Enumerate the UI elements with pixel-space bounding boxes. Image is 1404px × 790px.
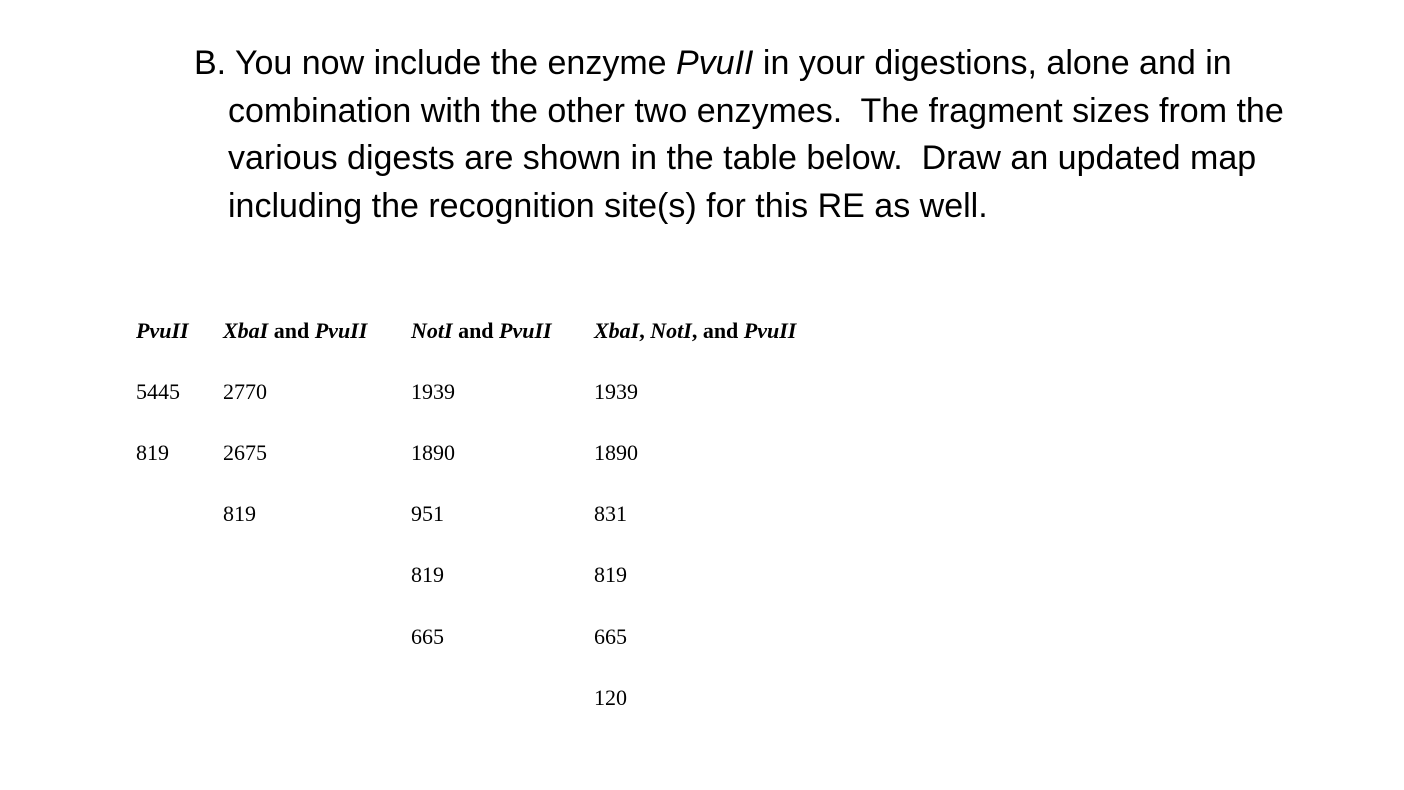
enzyme-name: XbaI <box>594 317 640 343</box>
table-row <box>126 667 844 728</box>
fragment-size-cell: 1890 <box>594 439 638 465</box>
fragment-size-table <box>126 300 844 728</box>
fragment-size-cell <box>126 606 213 667</box>
fragment-size-cell <box>126 484 213 545</box>
fragment-size-cell: 819 <box>223 501 256 527</box>
table-row <box>126 361 844 422</box>
enzyme-name: XbaI <box>223 317 269 343</box>
table-body <box>126 361 844 728</box>
fragment-size-cell: 819 <box>411 562 444 588</box>
fragment-size-cell: 1939 <box>594 378 638 404</box>
fragment-size-cell: 1890 <box>411 439 455 465</box>
question-enzyme-name: PvuII <box>676 44 754 82</box>
column-header <box>401 300 584 361</box>
fragment-size-cell <box>213 667 401 728</box>
enzyme-name: PvuII <box>314 317 368 343</box>
enzyme-name: NotI <box>650 317 692 343</box>
fragment-size-cell: 831 <box>594 501 627 527</box>
header-connector: , and <box>691 317 744 343</box>
fragment-size-cell: 819 <box>136 439 169 465</box>
enzyme-name: NotI <box>411 317 453 343</box>
fragment-size-cell: 5445 <box>136 378 180 404</box>
table-row <box>126 545 844 606</box>
question-text <box>194 40 1398 230</box>
fragment-size-cell <box>213 606 401 667</box>
question-body: in your digestions, alone and in combination with the other two enzymes. The fragment sizes from the various digests are shown in the table below. Draw an updated map including the recognition site(s) for this RE as well. <box>228 44 1284 225</box>
fragment-size-cell: 951 <box>411 501 444 527</box>
fragment-size-cell: 1939 <box>411 378 455 404</box>
fragment-size-cell: 665 <box>594 623 627 649</box>
column-header <box>213 300 401 361</box>
fragment-size-cell <box>126 545 213 606</box>
fragment-size-cell: 120 <box>594 684 627 710</box>
enzyme-name: PvuII <box>499 317 552 343</box>
table-row <box>126 422 844 483</box>
header-connector: , <box>639 317 651 343</box>
header-connector: and <box>452 317 500 343</box>
header-connector: and <box>268 317 315 343</box>
enzyme-name: PvuII <box>743 317 797 343</box>
fragment-size-cell <box>401 667 584 728</box>
fragment-size-cell: 819 <box>594 562 627 588</box>
fragment-size-cell <box>213 545 401 606</box>
question-prefix: B. You now include the enzyme <box>194 44 676 82</box>
fragment-size-cell: 665 <box>411 623 444 649</box>
table-row <box>126 484 844 545</box>
enzyme-name: PvuII <box>136 317 189 343</box>
table-row <box>126 606 844 667</box>
fragment-size-cell <box>126 667 213 728</box>
fragment-size-cell: 2770 <box>223 378 267 404</box>
table-header-row <box>126 300 844 361</box>
fragment-size-cell: 2675 <box>223 439 267 465</box>
column-header <box>126 300 213 361</box>
column-header <box>584 300 844 361</box>
